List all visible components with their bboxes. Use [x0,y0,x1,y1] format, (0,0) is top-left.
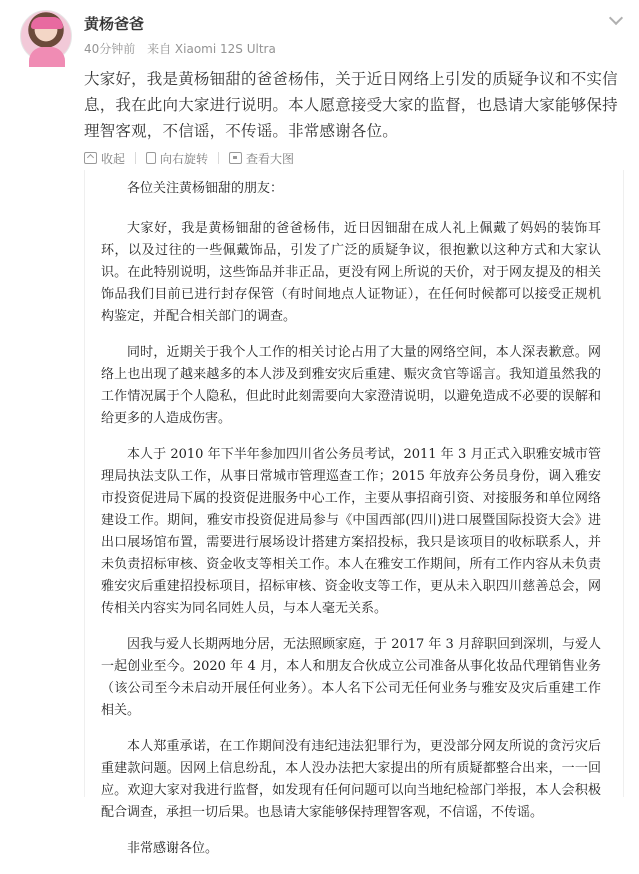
avatar-body-shape [29,47,65,67]
image-toolbar [84,149,304,167]
letter-salutation: 各位关注黄杨钿甜的朋友： [127,181,284,196]
letter-paragraph-3: 本人于 2010 年下半年参加四川省公务员考试，2011 年 3 月正式入职雅安城市管理局执法支队工作，从事日常城市管理巡查工作；2015 年放弃公务员身份，调入雅安市投资促进局下属的投资促进服务中心工作，主要从事招商引资、对接服务和单位网络建设工作。期间，雅安市投资促进局参与《中国西部(四川)进口展暨国际投资大会》进出口展场馆布置，需要进行展场设计搭建方案招投标，我只是该项目的收标联系人，并未负责招标审核、资金收支等相关工作。本人在雅安工作期间，所有工作内容从未负责雅安灾后重建招投标项目，招标审核、资金收支等工作，更从未入职四川慈善总会，网传相关内容实为同名同姓人员，与本人毫无关系。 [101,447,601,616]
statement-letter [101,178,601,874]
letter-paragraph-1: 大家好，我是黄杨钿甜的爸爸杨伟，近日因钿甜在成人礼上佩戴了妈妈的装饰耳环，以及过往的一些佩戴饰品，引发了广泛的质疑争议，很抱歉以这种方式和大家认识。在此特别说明，这些饰品并非正品，更没有网上所说的天价，对于网友提及的相关饰品我们目前已进行封存保管（有时间地点人证物证），在任何时候都可以接受正规机构鉴定，并配合相关部门的调查。 [101,221,601,324]
rotate-right-button[interactable] [135,150,208,167]
post-meta [84,40,284,57]
avatar[interactable] [20,10,72,62]
toolbar-divider [218,152,219,164]
rotate-label: 向右旋转 [160,151,209,166]
image-icon [229,152,242,164]
avatar-hat-shape [31,17,63,29]
chevron-down-icon[interactable] [609,12,623,26]
post-text: 大家好，我是黄杨钿甜的爸爸杨伟，关于近日网络上引发的质疑争议和不实信息，我在此向大家进行说明。本人愿意接受大家的监督，也恳请大家能够保持理智客观，不信谣，不传谣。非常感谢各位。 [84,70,618,140]
post-source: 来自 Xiaomi 12S Ultra [147,42,276,56]
post-time[interactable]: 40分钟前 [84,42,136,56]
letter-paragraph-2: 同时，近期关于我个人工作的相关讨论占用了大量的网络空间，本人深表歉意。网络上也出现了越来越多的本人涉及到雅安灾后重建、赈灾贪官等谣言。我知道虽然我的工作情况属于个人隐私，但此时此刻需要向大家澄清说明，以避免造成不必要的误解和给更多的人造成伤害。 [101,345,601,426]
rotate-icon [146,152,156,164]
toolbar-divider [135,152,136,164]
post-image[interactable] [84,170,624,856]
view-large-label: 查看大图 [246,151,295,166]
collapse-label: 收起 [101,151,126,166]
letter-closing: 非常感谢各位。 [127,841,219,856]
view-large-button[interactable] [218,150,294,167]
collapse-button[interactable] [84,150,125,167]
letter-paragraph-5: 本人郑重承诺，在工作期间没有违纪违法犯罪行为，更没部分网友所说的贪污灾后重建款问题。因网上信息纷乱，本人没办法把大家提出的所有质疑都整合出来，一一回应。欢迎大家对我进行监督，如发现有任何问题可以向当地纪检部门举报，本人会积极配合调查，承担一切后果。也恳请大家能够保持理智客观，不信谣，不传谣。 [101,739,601,820]
letter-paragraph-4: 因我与爱人长期两地分居，无法照顾家庭，于 2017 年 3 月辞职回到深圳，与爱人一起创业至今。2020 年 4 月，本人和朋友合伙成立公司准备从事化妆品代理销售业务（该公司至今未启动开展任何业务）。本人名下公司无任何业务与雅安及灾后重建工作相关。 [101,637,601,718]
collapse-icon [84,152,97,164]
author-name[interactable]: 黄杨爸爸 [84,15,145,33]
